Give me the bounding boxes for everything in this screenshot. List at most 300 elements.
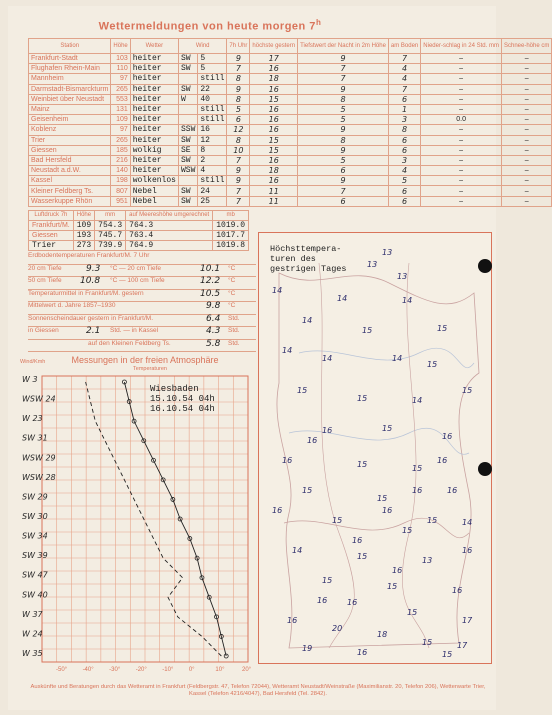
- pressure-header-row: [29, 211, 249, 221]
- map-temperature-value: 15: [357, 394, 368, 403]
- map-temperature-value: 17: [462, 616, 473, 625]
- map-temperature-value: 13: [397, 272, 408, 281]
- wind-speed: 5: [198, 64, 227, 74]
- station-height: 216: [111, 155, 130, 165]
- precipitation: –: [421, 176, 502, 186]
- map-temperature-value: 16: [437, 456, 448, 465]
- map-temperature-value: 14: [302, 316, 313, 325]
- wind-level-label: W 3: [22, 375, 38, 384]
- station-weather: heiter: [130, 166, 178, 176]
- station-height: 265: [111, 135, 130, 145]
- x-tick-label: -40°: [82, 667, 94, 673]
- wind-level-label: SW 39: [22, 551, 48, 561]
- station-height: 198: [111, 176, 130, 186]
- snow-depth: –: [501, 74, 551, 84]
- soil-row-4: Mittelwert d. Jahre 1857–1930 9.8 °C: [28, 302, 256, 315]
- precipitation: –: [421, 54, 502, 64]
- temp-min: 7: [298, 64, 389, 74]
- map-temperature-value: 16: [412, 486, 423, 495]
- x-tick-label: -20°: [135, 667, 147, 673]
- soil-value: 9.8: [206, 301, 221, 311]
- wind-level-label: W 24: [22, 629, 43, 639]
- col-height: Höhe: [111, 39, 130, 54]
- snow-depth: –: [501, 104, 551, 114]
- temp-ground: 5: [388, 176, 420, 186]
- pressure-col-mm: mm: [95, 211, 126, 221]
- upper-air-subtitle: Temperaturen: [133, 366, 167, 372]
- station-weather: heiter: [130, 74, 178, 84]
- wind-direction: SW: [178, 196, 197, 206]
- temp-max: 16: [250, 64, 298, 74]
- precipitation: –: [421, 104, 502, 114]
- pressure-h: 193: [73, 231, 94, 241]
- legend-date-2: 16.10.54 04h: [150, 404, 215, 414]
- wind-direction: SW: [178, 135, 197, 145]
- temp-ground: 6: [388, 135, 420, 145]
- temp-max: 18: [250, 166, 298, 176]
- temp-7h: 9: [227, 166, 250, 176]
- footer-note: Auskünfte und Beratungen durch das Wetteramt in Frankfurt (Feldbergstr. 47, Telefon 72044), Wetteramt Neustadt/Weinstraße (Maximilianstr. 20, Telefon 206), Wetterwarte Trier, Kassel (Telefon 4216/4047), Bad Hersfeld (Tel. 2842).: [30, 684, 486, 697]
- table-row: [29, 74, 552, 84]
- map-temperature-value: 16: [442, 432, 453, 441]
- pressure-mmsl: 764.9: [126, 241, 213, 251]
- station-weather: heiter: [130, 94, 178, 104]
- x-tick-label: 0°: [188, 667, 195, 673]
- temp-ground: 6: [388, 186, 420, 196]
- pressure-col-height: Höhe: [73, 211, 94, 221]
- map-temperature-value: 15: [412, 464, 423, 473]
- station-name: Wasserkuppe Rhön: [29, 196, 111, 206]
- map-temperature-value: 15: [302, 486, 313, 495]
- station-height: 140: [111, 166, 130, 176]
- temp-max: 15: [250, 135, 298, 145]
- temp-ground: 7: [388, 54, 420, 64]
- wind-level-label: SW 34: [22, 531, 48, 541]
- punch-hole: [478, 259, 492, 273]
- wind-level-label: WSW 29: [22, 453, 56, 463]
- temp-7h: 7: [227, 186, 250, 196]
- wind-level-label: WSW 28: [22, 472, 56, 482]
- wind-direction: [178, 176, 197, 186]
- temp-7h: 6: [227, 115, 250, 125]
- map-temperature-value: 14: [412, 396, 423, 405]
- wind-speed: 22: [198, 84, 227, 94]
- wind-level-label: W 35: [22, 649, 43, 658]
- wind-speed: 8: [198, 145, 227, 155]
- temp-ground: 4: [388, 166, 420, 176]
- snow-depth: –: [501, 84, 551, 94]
- wind-speed: still: [198, 104, 227, 114]
- wind-speed: 5: [198, 54, 227, 64]
- map-temperature-value: 15: [362, 326, 373, 335]
- upper-air-title: Messungen in der freien Atmosphäre: [71, 355, 219, 365]
- map-temperature-value: 14: [322, 354, 333, 363]
- station-table: [28, 38, 552, 207]
- temp-7h: 7: [227, 64, 250, 74]
- temp-min: 7: [298, 186, 389, 196]
- wind-speed: still: [198, 74, 227, 84]
- wind-direction: SW: [178, 186, 197, 196]
- map-temperature-value: 15: [332, 516, 343, 525]
- map-temperature-value: 15: [437, 324, 448, 333]
- snow-depth: –: [501, 94, 551, 104]
- temp-7h: 8: [227, 94, 250, 104]
- station-weather: heiter: [130, 125, 178, 135]
- wind-speed: 4: [198, 166, 227, 176]
- map-temperature-value: 17: [457, 641, 468, 650]
- col-snow: Schnee-höhe cm: [501, 39, 551, 54]
- station-weather: heiter: [130, 54, 178, 64]
- map-temperature-value: 16: [317, 596, 328, 605]
- snow-depth: –: [501, 166, 551, 176]
- map-temperature-value: 13: [422, 556, 433, 565]
- temp-max: 16: [250, 84, 298, 94]
- map-temperature-value: 14: [337, 294, 348, 303]
- punch-hole: [478, 462, 492, 476]
- pressure-name: Frankfurt/M.: [29, 221, 74, 231]
- snow-depth: –: [501, 145, 551, 155]
- temp-7h: 5: [227, 104, 250, 114]
- map-temperature-value: 16: [272, 506, 283, 515]
- pressure-name: Trier: [29, 241, 74, 251]
- station-height: 110: [111, 64, 130, 74]
- map-temperature-value: 16: [382, 506, 393, 515]
- station-height: 185: [111, 145, 130, 155]
- station-name: Bad Hersfeld: [29, 155, 111, 165]
- wind-level-label: W 23: [22, 414, 43, 424]
- pressure-mb: 1017.7: [213, 231, 249, 241]
- x-tick-label: 20°: [242, 667, 252, 673]
- map-temperature-value: 15: [357, 552, 368, 561]
- table-row: [29, 104, 552, 114]
- wind-speed: 12: [198, 135, 227, 145]
- soil-row-5: Sonnenscheindauer gestern in Frankfurt/M. 6.4 Std.: [28, 315, 256, 328]
- temp-max: 16: [250, 176, 298, 186]
- page-title: Wettermeldungen von heute morgen 7$^h$: [98, 18, 322, 33]
- temp-min: 9: [298, 145, 389, 155]
- pressure-row: [29, 221, 249, 231]
- soil-value: 5.8: [206, 338, 221, 349]
- wind-direction: SSW: [178, 125, 197, 135]
- temp-max: 15: [250, 145, 298, 155]
- soil-row-7: auf den Kleinen Feldberg Ts. 5.8 Std.: [28, 340, 256, 353]
- map-temperature-value: 18: [377, 630, 388, 639]
- temp-ground: 6: [388, 196, 420, 206]
- x-tick-label: -10°: [162, 667, 174, 673]
- wind-speed: 40: [198, 94, 227, 104]
- snow-depth: –: [501, 186, 551, 196]
- table-row: [29, 84, 552, 94]
- pressure-h: 109: [73, 221, 94, 231]
- temp-7h: 10: [227, 145, 250, 155]
- wind-level-label: SW 47: [22, 570, 48, 580]
- map-temperature-value: 14: [392, 354, 403, 363]
- temp-ground: 3: [388, 155, 420, 165]
- legend-date-1: 15.10.54 04h: [150, 394, 215, 404]
- temp-min: 5: [298, 155, 389, 165]
- pressure-mb: 1019.0: [213, 221, 249, 231]
- precipitation: –: [421, 74, 502, 84]
- station-name: Koblenz: [29, 125, 111, 135]
- station-name: Weinbiet über Neustadt: [29, 94, 111, 104]
- table-row: [29, 115, 552, 125]
- map-temperature-value: 15: [427, 360, 438, 369]
- station-height: 553: [111, 94, 130, 104]
- pressure-col-msl: auf Meereshöhe umgerechnet: [126, 211, 213, 221]
- temperature-map: [258, 232, 492, 664]
- map-temperature-value: 14: [282, 346, 293, 355]
- temp-min: 6: [298, 166, 389, 176]
- station-name: Geisenheim: [29, 115, 111, 125]
- station-weather: wolkenlos: [130, 176, 178, 186]
- map-temperature-value: 15: [402, 526, 413, 535]
- map-temperature-value: 16: [347, 598, 358, 607]
- station-name: Darmstadt-Bismarckturm: [29, 84, 111, 94]
- wind-direction: W: [178, 94, 197, 104]
- wind-direction: SW: [178, 155, 197, 165]
- station-name: Neustadt a.d.W.: [29, 166, 111, 176]
- station-weather: heiter: [130, 84, 178, 94]
- soil-value: 2.1: [86, 326, 101, 336]
- temp-min: 8: [298, 135, 389, 145]
- wind-label: Wind/Kmh: [20, 359, 46, 365]
- temp-max: 11: [250, 186, 298, 196]
- temp-min: 9: [298, 54, 389, 64]
- map-temperature-value: 15: [387, 582, 398, 591]
- x-tick-label: -30°: [109, 667, 121, 673]
- station-name: Giessen: [29, 145, 111, 155]
- table-row: [29, 125, 552, 135]
- temp-min: 9: [298, 84, 389, 94]
- station-name: Mainz: [29, 104, 111, 114]
- station-height: 109: [111, 115, 130, 125]
- map-temperature-value: 13: [367, 260, 378, 269]
- temp-7h: 9: [227, 84, 250, 94]
- map-temperature-value: 14: [292, 546, 303, 555]
- temp-ground: 6: [388, 94, 420, 104]
- wind-direction: WSW: [178, 166, 197, 176]
- temp-7h: 8: [227, 74, 250, 84]
- map-temperature-value: 16: [447, 486, 458, 495]
- map-temperature-value: 15: [297, 386, 308, 395]
- temp-7h: 12: [227, 125, 250, 135]
- pressure-h: 273: [73, 241, 94, 251]
- x-tick-label: 10°: [215, 667, 225, 673]
- map-temperature-value: 16: [462, 546, 473, 555]
- wind-level-label: SW 30: [22, 512, 48, 521]
- map-temperature-value: 15: [442, 650, 453, 659]
- wind-speed: still: [198, 176, 227, 186]
- precipitation: –: [421, 145, 502, 155]
- temp-max: 16: [250, 155, 298, 165]
- snow-depth: –: [501, 54, 551, 64]
- wind-direction: SE: [178, 145, 197, 155]
- map-temperature-value: 16: [452, 586, 463, 595]
- snow-depth: –: [501, 196, 551, 206]
- soil-row-1: 20 cm Tiefe 9.3 °C — 20 cm Tiefe 10.1 °C: [28, 265, 256, 278]
- wind-speed: 16: [198, 125, 227, 135]
- snow-depth: –: [501, 176, 551, 186]
- col-tmin: Tiefstwert der Nacht in 2m Höhe: [298, 39, 389, 54]
- wind-direction: [178, 74, 197, 84]
- map-temperature-value: 15: [382, 424, 393, 433]
- precipitation: –: [421, 84, 502, 94]
- col-tground: am Boden: [388, 39, 420, 54]
- wind-direction: SW: [178, 84, 197, 94]
- col-wind: Wind: [178, 39, 226, 54]
- map-temperature-value: 16: [352, 536, 363, 545]
- soil-row-6: in Giessen 2.1 Std. — in Kassel 4.3 Std.: [28, 327, 256, 340]
- map-temperature-value: 15: [377, 494, 388, 503]
- wind-speed: still: [198, 115, 227, 125]
- col-7h: 7h Uhr: [227, 39, 250, 54]
- map-temperature-value: 15: [462, 386, 473, 395]
- station-weather: Nebel: [130, 186, 178, 196]
- station-height: 97: [111, 74, 130, 84]
- station-name: Frankfurt-Stadt: [29, 54, 111, 64]
- table-row: [29, 135, 552, 145]
- x-tick-label: -50°: [56, 667, 68, 673]
- table-header-row: [29, 39, 552, 54]
- map-temperature-value: 20: [332, 624, 343, 633]
- soil-value: 6.4: [206, 313, 221, 324]
- map-temperature-value: 16: [322, 426, 333, 435]
- soil-title: Erdbodentemperaturen Frankfurt/M. 7 Uhr: [28, 252, 256, 265]
- wind-level-label: WSW 24: [22, 394, 56, 404]
- map-temperature-value: 15: [407, 608, 418, 617]
- snow-depth: –: [501, 115, 551, 125]
- temp-min: 8: [298, 94, 389, 104]
- map-temperature-value: 16: [392, 566, 403, 575]
- station-name: Mannheim: [29, 74, 111, 84]
- wind-level-label: SW 31: [22, 433, 48, 443]
- snow-depth: –: [501, 155, 551, 165]
- station-weather: Nebel: [130, 196, 178, 206]
- soil-value: 12.2: [200, 276, 221, 286]
- pressure-row: [29, 241, 249, 251]
- map-temperature-value: 15: [427, 516, 438, 525]
- temp-ground: 1: [388, 104, 420, 114]
- temp-max: 16: [250, 115, 298, 125]
- map-temperature-value: 16: [287, 616, 298, 625]
- col-weather: Wetter: [130, 39, 178, 54]
- table-row: [29, 166, 552, 176]
- pressure-mm: 754.3: [95, 221, 126, 231]
- snow-depth: –: [501, 125, 551, 135]
- temp-min: 5: [298, 115, 389, 125]
- station-height: 103: [111, 54, 130, 64]
- temp-ground: 4: [388, 74, 420, 84]
- table-row: [29, 54, 552, 64]
- soil-value: 10.1: [200, 263, 221, 274]
- pressure-mm: 745.7: [95, 231, 126, 241]
- station-weather: wolkig: [130, 145, 178, 155]
- pressure-col-label: Luftdruck 7h: [29, 211, 74, 221]
- wind-level-label: SW 29: [22, 492, 48, 502]
- soil-row-2: 50 cm Tiefe 10.8 °C — 100 cm Tiefe 12.2 °C: [28, 277, 256, 290]
- station-weather: heiter: [130, 155, 178, 165]
- temp-7h: 8: [227, 135, 250, 145]
- table-row: [29, 186, 552, 196]
- precipitation: –: [421, 135, 502, 145]
- station-height: 807: [111, 186, 130, 196]
- temp-min: 7: [298, 74, 389, 84]
- station-weather: heiter: [130, 64, 178, 74]
- temp-min: 9: [298, 176, 389, 186]
- temp-min: 5: [298, 104, 389, 114]
- temp-ground: 3: [388, 115, 420, 125]
- map-temperature-value: 16: [307, 436, 318, 445]
- table-row: [29, 176, 552, 186]
- temp-max: 16: [250, 125, 298, 135]
- wind-direction: [178, 104, 197, 114]
- pressure-row: [29, 231, 249, 241]
- precipitation: –: [421, 196, 502, 206]
- snow-depth: –: [501, 135, 551, 145]
- table-row: [29, 145, 552, 155]
- table-row: [29, 196, 552, 206]
- station-name: Trier: [29, 135, 111, 145]
- temp-ground: 8: [388, 125, 420, 135]
- table-row: [29, 155, 552, 165]
- temp-max: 15: [250, 94, 298, 104]
- map-temperature-value: 15: [357, 460, 368, 469]
- temp-max: 16: [250, 104, 298, 114]
- station-name: Kleiner Feldberg Ts.: [29, 186, 111, 196]
- soil-temperature-block: [28, 252, 256, 352]
- map-temperature-value: 19: [302, 644, 313, 653]
- temp-7h: 7: [227, 196, 250, 206]
- pressure-mb: 1019.8: [213, 241, 249, 251]
- precipitation: –: [421, 166, 502, 176]
- temp-max: 17: [250, 54, 298, 64]
- col-tmax: höchste gestern: [250, 39, 298, 54]
- col-rain: Nieder-schlag in 24 Std. mm: [421, 39, 502, 54]
- station-weather: heiter: [130, 135, 178, 145]
- temp-ground: 6: [388, 145, 420, 155]
- temp-ground: 4: [388, 64, 420, 74]
- station-weather: heiter: [130, 104, 178, 114]
- precipitation: –: [421, 94, 502, 104]
- table-row: [29, 64, 552, 74]
- station-height: 951: [111, 196, 130, 206]
- map-temperature-value: 15: [322, 576, 333, 585]
- temp-min: 6: [298, 196, 389, 206]
- map-temperature-value: 16: [282, 456, 293, 465]
- pressure-table: [28, 210, 249, 251]
- map-temperature-value: 15: [422, 638, 433, 647]
- temp-7h: 9: [227, 176, 250, 186]
- temp-7h: 7: [227, 155, 250, 165]
- pressure-mmsl: 764.3: [126, 221, 213, 231]
- station-height: 131: [111, 104, 130, 114]
- wind-direction: [178, 115, 197, 125]
- soil-value: 10.8: [80, 276, 101, 286]
- upper-air-chart: [20, 372, 252, 672]
- wind-level-label: SW 40: [22, 590, 48, 600]
- precipitation: 0.0: [421, 115, 502, 125]
- map-temperature-value: 16: [357, 648, 368, 657]
- temp-max: 11: [250, 196, 298, 206]
- map-temperature-value: 14: [402, 296, 413, 305]
- wind-level-label: W 37: [22, 609, 43, 619]
- table-row: [29, 94, 552, 104]
- precipitation: –: [421, 186, 502, 196]
- legend-station: Wiesbaden: [150, 384, 199, 394]
- station-name: Kassel: [29, 176, 111, 186]
- wind-speed: 25: [198, 196, 227, 206]
- temp-ground: 7: [388, 84, 420, 94]
